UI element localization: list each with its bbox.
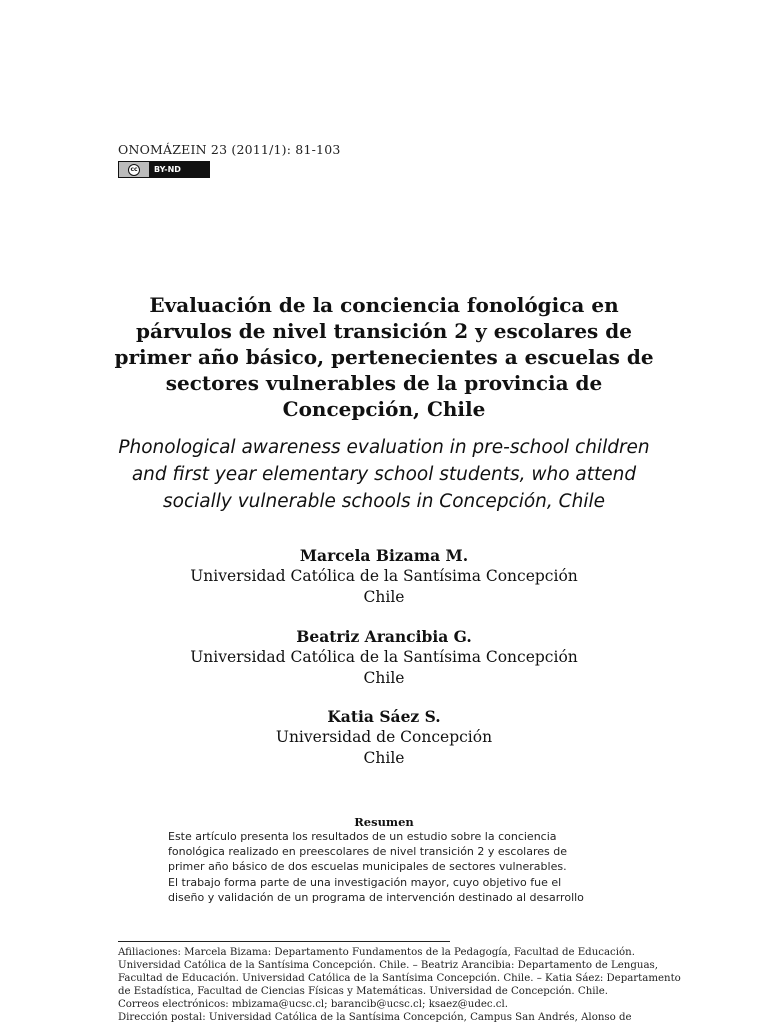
journal-reference: ONOMÁZEIN 23 (2011/1): 81-103	[118, 142, 341, 157]
author-country: Chile	[363, 749, 405, 767]
abstract-line: diseño y validación de un programa de intervención destinado al desarrollo	[168, 890, 584, 904]
abstract-line: Este artículo presenta los resultados de un estudio sobre la conciencia	[168, 830, 557, 843]
cc-circle-icon: cc	[128, 164, 140, 176]
paper-subtitle-english	[100, 434, 668, 515]
footnote-line: Facultad de Educación. Universidad Católica de la Santísima Concepción. Chile. – Katia Sáez: Departamento	[118, 973, 681, 984]
subtitle-line: Phonological awareness evaluation in pre-school children	[118, 437, 650, 458]
author-affiliation: Universidad Católica de la Santísima Concepción	[190, 648, 578, 666]
title-line: Concepción, Chile	[282, 397, 486, 421]
footnote-line: Universidad Católica de la Santísima Concepción. Chile. – Beatriz Arancibia: Departamento de Lenguas,	[118, 960, 658, 971]
author-name: Katia Sáez S.	[327, 707, 441, 726]
paper-title	[100, 292, 668, 422]
author-country: Chile	[363, 588, 405, 606]
author-block	[100, 706, 668, 769]
cc-license-badge[interactable]	[118, 161, 210, 178]
footnote-line: Dirección postal: Universidad Católica de la Santísima Concepción, Campus San Andrés, Alonso de	[118, 1012, 632, 1023]
abstract-body	[168, 829, 616, 905]
title-line: primer año básico, pertenecientes a escuelas de	[114, 345, 654, 369]
footnote-line: Correos electrónicos: mbizama@ucsc.cl; barancib@ucsc.cl; ksaez@udec.cl.	[118, 999, 509, 1010]
subtitle-line: socially vulnerable schools in Concepción, Chile	[163, 491, 605, 512]
author-name: Marcela Bizama M.	[299, 546, 469, 565]
license-label: BY-ND	[154, 165, 181, 174]
author-affiliation: Universidad Católica de la Santísima Concepción	[190, 567, 578, 585]
author-block	[100, 545, 668, 608]
cc-logo-icon	[119, 162, 149, 177]
title-line: sectores vulnerables de la provincia de	[165, 371, 603, 395]
abstract-heading: Resumen	[354, 815, 414, 829]
abstract-line: El trabajo forma parte de una investigación mayor, cuyo objetivo fue el	[168, 875, 562, 889]
abstract-line: primer año básico de dos escuelas municipales de sectores vulnerables.	[168, 860, 567, 874]
abstract-line: fonológica realizado en preescolares de nivel transición 2 y escolares de	[168, 845, 567, 859]
author-name: Beatriz Arancibia G.	[296, 627, 472, 646]
footnote-divider	[118, 941, 450, 942]
footnote-line: de Estadística, Facultad de Ciencias Físicas y Matemáticas. Universidad de Concepción. Chile.	[118, 986, 609, 997]
subtitle-line: and first year elementary school students, who attend	[131, 464, 637, 485]
author-country: Chile	[363, 669, 405, 687]
footnotes	[118, 946, 681, 1024]
title-line: párvulos de nivel transición 2 y escolares de	[136, 319, 632, 343]
author-affiliation: Universidad de Concepción	[275, 728, 493, 746]
footnote-line: Afiliaciones: Marcela Bizama: Departamento Fundamentos de la Pedagogía, Facultad de Educación.	[118, 947, 635, 958]
author-block	[100, 626, 668, 689]
title-line: Evaluación de la conciencia fonológica en	[149, 293, 619, 317]
